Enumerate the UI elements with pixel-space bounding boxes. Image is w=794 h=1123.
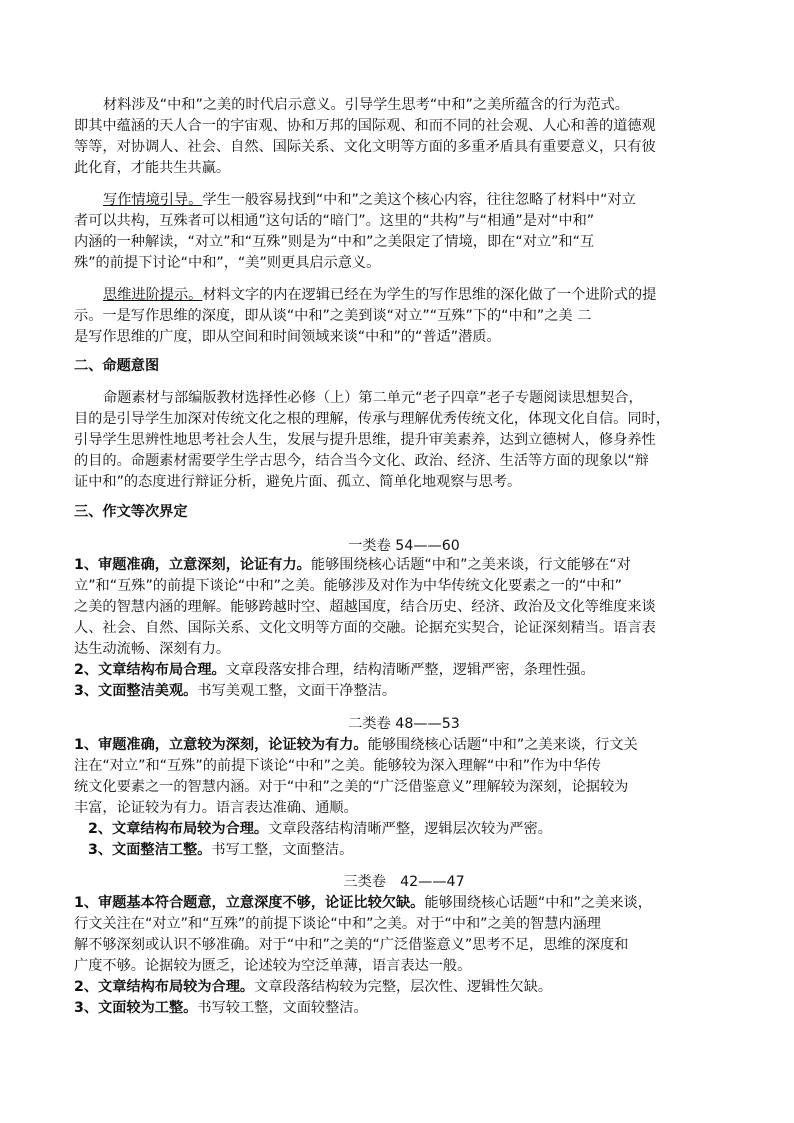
text-run: 材料文字的内在逻辑已经在为学生的写作思维的深化做了一个进阶式的提 [202,287,657,303]
criterion-label: 2、文章结构布局较为合理。 [88,821,269,837]
section-heading: 二、命题意图 [74,358,160,374]
text-run: 能够围绕核心话题“中和”之美来谈，行文关 [367,737,638,753]
criterion-label: 3、文面较为工整。 [74,1000,198,1016]
text-line: 行文关注在“对立”和“互殊”的前提下谈论“中和”之美。对于“中和”之美的智慧内涵理 [74,916,601,932]
text-line [74,660,734,681]
text-line [74,681,734,702]
tier3-criteria [74,893,734,1019]
text-line [74,555,734,576]
text-run: 书写工整，文面整洁。 [211,842,354,858]
text-run: 学生一般容易找到“中和”之美这个核心内容，往往忽略了材料中“对立 [202,192,636,208]
criterion-label: 3、文面整洁美观。 [74,683,198,699]
writing-guide-paragraph [74,190,734,274]
text-line [74,998,734,1019]
writing-guide-label: 写作情境引导。 [103,192,203,208]
text-line: 引导学生思辨性地思考社会人生，发展与提升思维，提升审美素养，达到立德树人，修身养性 [74,432,656,448]
text-line [74,977,734,998]
thinking-tip-label: 思维进阶提示。 [103,287,203,303]
text-run: 能够围绕核心话题“中和”之美来谈，行文能够在“对 [310,557,631,573]
text-line: 殊”的前提下讨论“中和”，“美”则更具启示意义。 [74,255,381,271]
text-line: 命题素材与部编版教材选择性必修（上）第二单元“老子四章”老子专题阅读思想契合， [103,390,643,406]
tier-title: 三类卷 42——47 [343,874,465,890]
section2-paragraph [74,388,734,493]
text-run: 文章段落安排合理，结构清晰严整，逻辑严密，条理性强。 [225,662,595,678]
text-run: 文章段落结构较为完整，层次性、逻辑性欠缺。 [254,979,553,995]
text-line: 立”和“互殊”的前提下谈论“中和”之美。能够涉及对作为中华传统文化要素之一的“中和” [74,578,623,594]
criterion-label: 1、审题准确，立意深刻，论证有力。 [74,557,311,573]
tier1-criteria [74,555,734,702]
criterion-label: 3、文面整洁工整。 [88,842,212,858]
text-line: 解不够深刻或认识不够准确。对于“中和”之美的“广泛借鉴意义”思考不足，思维的深度和 [74,937,629,953]
text-line: 达生动流畅、深刻有力。 [74,641,231,657]
text-line: 广度不够。论据较为匮乏，论述较为空泛单薄，语言表达一般。 [74,958,472,974]
text-line [74,190,734,211]
text-line: 此化育，才能共生共赢。 [74,160,231,176]
text-line [74,735,734,756]
text-line: 即其中蕴涵的天人合一的宇宙观、协和万邦的国际观、和而不同的社会观、人心和善的道德观 [74,118,656,134]
text-run: 书写较工整，文面较整洁。 [197,1000,368,1016]
tier-title: 二类卷 48——53 [348,716,460,732]
text-line: 人、社会、自然、国际关系、文化文明等方面的交融。论据充实契合，论证深刻精当。语言表 [74,620,656,636]
section-heading: 三、作文等次界定 [74,504,188,520]
text-line: 丰富，论证较为有力。语言表达准确、通顺。 [74,800,358,816]
text-line: 内涵的一种解读，“对立”和“互殊”则是为“中和”之美限定了情境，即在“对立”和“互 [74,234,595,250]
text-line [74,893,734,914]
text-line: 者可以共构，互殊者可以相通”这句话的“暗门”。这里的“共构”与“相通”是对“中和” [74,213,595,229]
intro-paragraph [74,95,734,179]
criterion-label: 1、审题准确，立意较为深刻，论证较为有力。 [74,737,368,753]
text-line [74,819,734,840]
text-line: 材料涉及“中和”之美的时代启示意义。引导学生思考“中和”之美所蕴含的行为范式。 [103,97,629,113]
text-line: 等等，对协调人、社会、自然、国际关系、文化文明等方面的多重矛盾具有重要意义，只有彼 [74,139,656,155]
text-run: 能够围绕核心话题“中和”之美来谈， [424,895,652,911]
text-line: 注在“对立”和“互殊”的前提下谈论“中和”之美。能够较为深入理解“中和”作为中华传 [74,758,601,774]
text-line: 证中和”的态度进行辩证分析，避免片面、孤立、简单化地观察与思考。 [74,474,522,490]
text-line: 目的是引导学生加深对传统文化之根的理解，传承与理解优秀传统文化，体现文化自信。同时， [74,411,670,427]
thinking-tip-paragraph [74,285,734,348]
criterion-label: 2、文章结构布局较为合理。 [74,979,255,995]
tier-title: 一类卷 54——60 [348,538,460,554]
text-run: 文章段落结构清晰严整，逻辑层次较为严密。 [268,821,552,837]
criterion-label: 1、审题基本符合题意，立意深度不够，论证比较欠缺。 [74,895,425,911]
text-run: 书写美观工整，文面干净整洁。 [197,683,397,699]
criterion-label: 2、文章结构布局合理。 [74,662,226,678]
text-line [74,840,734,861]
text-line: 的目的。命题素材需要学生学古思今，结合当今文化、政治、经济、生活等方面的现象以“辩 [74,453,649,469]
text-line: 之美的智慧内涵的理解。能够跨越时空、超越国度，结合历史、经济、政治及文化等维度来谈 [74,599,656,615]
text-line: 是写作思维的广度，即从空间和时间领域来谈“中和”的“普适”潜质。 [74,329,501,345]
text-line: 示。一是写作思维的深度，即从谈“中和”之美到谈“对立”“互殊”下的“中和”之美 二 [74,308,592,324]
tier2-criteria [74,735,734,861]
text-line: 统文化要素之一的智慧内涵。对于“中和”之美的“广泛借鉴意义”理解较为深刻，论据较为 [74,779,629,795]
text-line [74,285,734,306]
